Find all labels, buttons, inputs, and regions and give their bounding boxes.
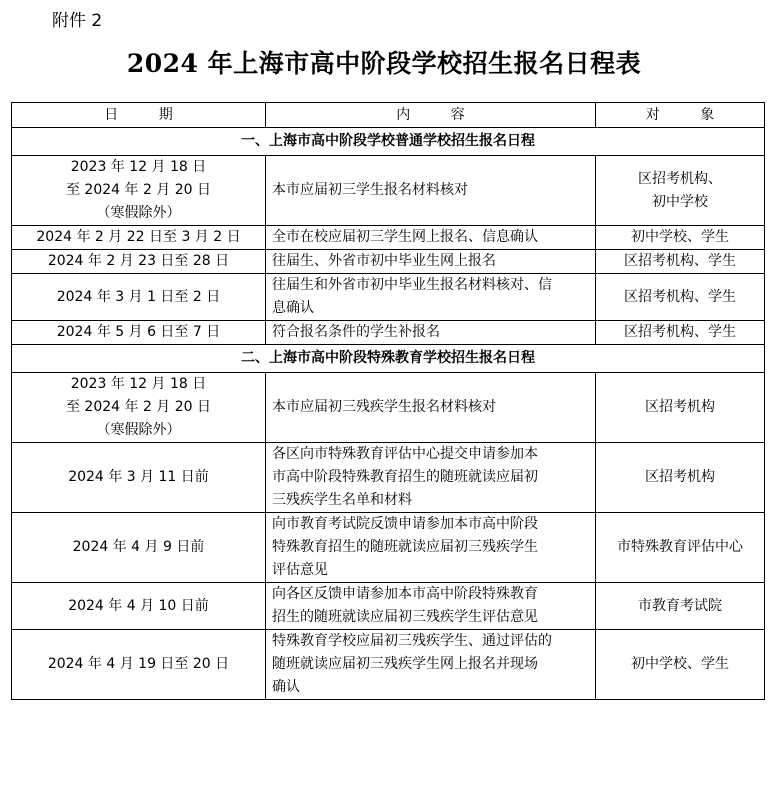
attachment-label: 附件 2 [52, 11, 103, 31]
date-line: 2024 年 4 月 9 日前 [72, 539, 205, 555]
content-cell [266, 274, 596, 321]
date-cell [12, 583, 266, 630]
date-line: 2024 年 3 月 11 日前 [68, 469, 209, 485]
target-line: 区招考机构 [645, 469, 715, 485]
date-cell [12, 274, 266, 321]
target-line: 初中学校、学生 [631, 656, 729, 672]
content-cell [266, 513, 596, 583]
content-cell [266, 583, 596, 630]
date-cell [12, 250, 266, 274]
page-title: 2024 年上海市高中阶段学校招生报名日程表 [126, 49, 642, 78]
target-cell [596, 274, 765, 321]
target-cell [596, 373, 765, 443]
section-title: 二、上海市高中阶段特殊教育学校招生报名日程 [12, 345, 765, 373]
content-line: 本市应届初三学生报名材料核对 [272, 182, 468, 198]
table-row [12, 250, 765, 274]
section-header-row [12, 345, 765, 373]
table-header-row [12, 103, 765, 128]
target-cell [596, 250, 765, 274]
content-line: 全市在校应届初三学生网上报名、信息确认 [272, 229, 538, 245]
table-row [12, 156, 765, 226]
date-line: 2024 年 4 月 10 日前 [68, 597, 209, 614]
content-line: 符合报名条件的学生补报名 [272, 324, 440, 340]
content-line: 往届生和外省市初中毕业生报名材料核对、信 [272, 277, 552, 293]
content-line: 向各区反馈申请参加本市高中阶段特殊教育 [272, 586, 538, 602]
column-header-date: 日 期 [12, 103, 266, 128]
target-line: 市特殊教育评估中心 [617, 539, 743, 555]
table-row [12, 513, 765, 583]
table-body [12, 128, 765, 700]
table-row [12, 630, 765, 700]
column-header-target: 对 象 [596, 103, 765, 128]
content-line: 本市应届初三残疾学生报名材料核对 [272, 399, 496, 415]
date-line: 至 2024 年 2 月 20 日 [65, 182, 212, 198]
date-cell [12, 630, 266, 700]
date-line: 至 2024 年 2 月 20 日 [65, 399, 212, 415]
content-line: 向市教育考试院反馈申请参加本市高中阶段 [272, 516, 538, 532]
target-line: 初中学校 [652, 193, 708, 210]
date-line: 2024 年 4 月 19 日至 20 日 [47, 656, 230, 672]
section-header-row [12, 128, 765, 156]
content-line: 特殊教育学校应届初三残疾学生、通过评估的 [272, 633, 552, 649]
target-cell [596, 583, 765, 630]
date-cell [12, 156, 266, 226]
date-line: 2024 年 2 月 23 日至 28 日 [47, 253, 230, 269]
content-line: 市高中阶段特殊教育招生的随班就读应届初 [272, 469, 538, 485]
table-row [12, 274, 765, 321]
date-cell [12, 373, 266, 443]
date-line: 2024 年 5 月 6 日至 7 日 [56, 324, 221, 340]
target-line: 初中学校、学生 [631, 229, 729, 245]
content-line: 招生的随班就读应届初三残疾学生评估意见 [272, 609, 538, 625]
target-line: 区招考机构 [645, 399, 715, 415]
target-cell [596, 226, 765, 250]
target-cell [596, 443, 765, 513]
target-cell [596, 321, 765, 345]
schedule-table [11, 102, 765, 700]
date-cell [12, 321, 266, 345]
content-cell [266, 321, 596, 345]
content-cell [266, 373, 596, 443]
content-line: 随班就读应届初三残疾学生网上报名并现场 [272, 656, 538, 672]
content-line: 三残疾学生名单和材料 [272, 492, 412, 508]
date-line: 2023 年 12 月 18 日 [70, 376, 207, 392]
date-line: 2024 年 3 月 1 日至 2 日 [56, 288, 221, 305]
date-cell [12, 226, 266, 250]
table-row [12, 226, 765, 250]
content-cell [266, 156, 596, 226]
content-line: 往届生、外省市初中毕业生网上报名 [272, 253, 496, 269]
table-row [12, 373, 765, 443]
date-line: 2023 年 12 月 18 日 [70, 159, 207, 175]
date-line: （寒假除外） [96, 422, 181, 438]
content-line: 息确认 [272, 300, 314, 316]
content-line: 确认 [272, 679, 300, 695]
target-cell [596, 630, 765, 700]
content-line: 各区向市特殊教育评估中心提交申请参加本 [272, 446, 538, 462]
date-line: 2024 年 2 月 22 日至 3 月 2 日 [36, 229, 241, 245]
target-line: 市教育考试院 [638, 597, 722, 614]
table-row [12, 583, 765, 630]
target-line: 区招考机构、学生 [624, 288, 736, 305]
target-line: 区招考机构、学生 [624, 253, 736, 269]
table-row [12, 321, 765, 345]
date-cell [12, 513, 266, 583]
content-line: 特殊教育招生的随班就读应届初三残疾学生 [272, 539, 538, 555]
table-row [12, 443, 765, 513]
target-cell [596, 156, 765, 226]
target-line: 区招考机构、学生 [624, 324, 736, 340]
content-cell [266, 250, 596, 274]
content-line: 评估意见 [272, 562, 328, 578]
target-line: 区招考机构、 [638, 170, 722, 187]
column-header-content: 内 容 [266, 103, 596, 128]
date-line: （寒假除外） [96, 205, 181, 221]
section-title: 一、上海市高中阶段学校普通学校招生报名日程 [12, 128, 765, 156]
content-cell [266, 443, 596, 513]
date-cell [12, 443, 266, 513]
target-cell [596, 513, 765, 583]
content-cell [266, 630, 596, 700]
content-cell [266, 226, 596, 250]
